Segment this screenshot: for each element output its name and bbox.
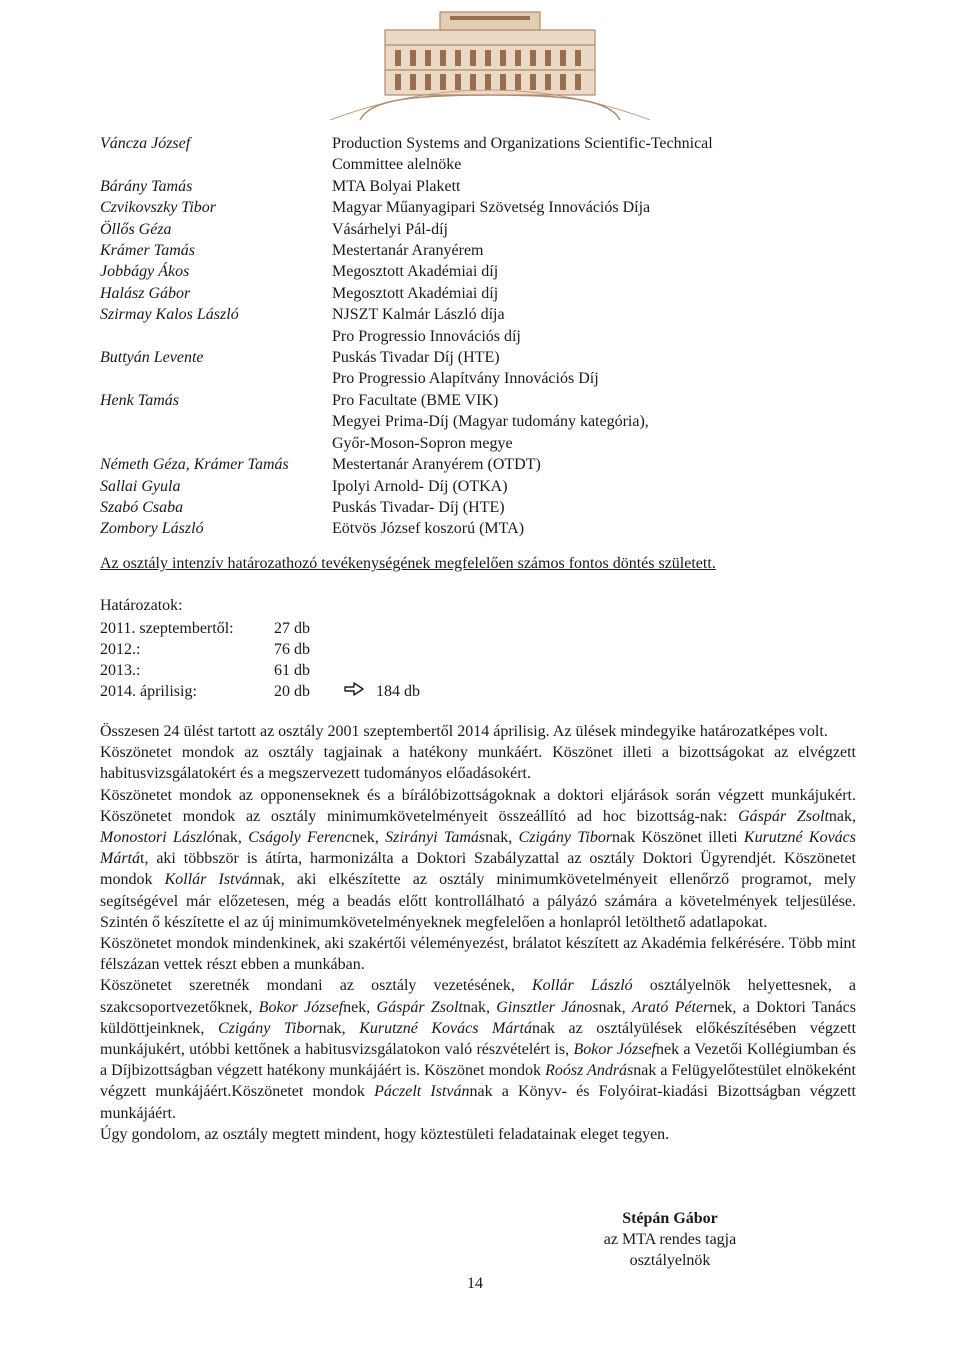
text-run: nak, [214,829,249,847]
text-run: nak, [462,998,497,1016]
text-run: nak, [828,807,856,825]
decision-row [100,618,420,639]
award-title: Mestertanár Aranyérem (OTDT) [332,456,541,474]
person-name: Bokor József [258,998,344,1016]
person-name: Arató Péter [631,998,710,1016]
decision-count: 76 db [274,641,310,658]
person-name: Kollár László [531,977,633,995]
award-title: Mestertanár Aranyérem [332,242,484,260]
awardee-name: Váncza József [100,135,191,152]
award-title: Eötvös József koszorú (MTA) [332,520,525,538]
award-title: Puskás Tivadar Díj (HTE) [332,349,500,367]
person-name: Cságoly Ferenc [248,829,352,847]
award-row [100,240,880,261]
person-name: Kurutzné Kovács Mártá [359,1019,532,1037]
award-row [100,518,880,539]
person-name: Gáspár Zsolt [738,807,829,825]
award-title: Committee alelnöke [332,156,462,174]
signer-title: az MTA rendes tagja [603,1231,737,1248]
award-row [100,326,880,347]
award-row [100,454,880,475]
award-row [100,219,880,240]
awardee-name: Öllős Géza [100,220,172,238]
decision-count: 20 db [274,683,310,700]
page-number: 14 [467,1275,483,1292]
award-row [100,261,880,282]
decision-count: 27 db [274,620,310,637]
decisions-title: Határozatok: [100,597,183,614]
award-row [100,411,880,432]
award-row [100,283,880,304]
text-run: t, aki többször is átírta, harmonizálta a Doktori Szabályzattal az osztály Doktori Ügyrendjét. Köszönetet mondok [100,850,856,889]
award-title: Puskás Tivadar- Díj (HTE) [332,498,505,516]
award-title: Production Systems and Organizations Scientific-Technical [332,135,713,152]
award-title: Megyei Prima-Díj (Magyar tudomány kategória), [332,413,649,431]
awardee-name [100,154,332,175]
text-run: osztályelnök helyettesnek, a szakcsoportvezetőknek, [100,977,856,1016]
paragraph: Összesen 24 ülést tartott az osztály 2001 szeptembertől 2014 áprilisig. Az ülések mindegyike határozatképes volt. [100,723,828,740]
decision-period: 2014. áprilisig: [100,683,197,700]
award-row [100,368,880,389]
paragraph [100,975,856,1123]
paragraph: Úgy gondolom, az osztály megtett mindent, hogy köztestületi feladatainak eleget tegyen. [100,1125,670,1143]
awardee-name: Jobbágy Ákos [100,263,190,281]
person-name: Roósz András [545,1062,634,1080]
award-title: MTA Bolyai Plakett [332,177,461,195]
person-name: Kollár István [164,871,258,889]
awardee-name [100,326,332,347]
paragraph: Köszönetet mondok mindenkinek, aki szakértői véleményezést, brálatot készített az Akadémia felkérésére. Több mint félszázan vettek részt ebben a munkában. [100,935,856,974]
awardee-name: Halász Gábor [100,284,191,302]
decision-row [100,681,420,702]
person-name: Czigány Tibor [217,1019,319,1037]
decision-period: 2011. szeptembertől: [100,620,234,637]
text-run: nak Köszönet illeti [612,829,744,847]
building-engraving-header [290,0,690,120]
award-title: Megosztott Akadémiai díj [332,263,499,281]
decisions-table [100,618,420,702]
award-row [100,347,880,368]
award-row [100,154,880,175]
hollow-right-arrow-icon [332,681,376,702]
award-title: NJSZT Kalmár László díja [332,306,505,324]
award-row [100,133,880,154]
awards-list [100,133,880,540]
summary-sentence: Az osztály intenzív határozathozó tevékenységének megfelelően számos fontos döntés született. [100,555,716,572]
awardee-name: Szirmay Kalos László [100,306,239,324]
awardee-name: Henk Tamás [100,391,179,409]
signer-role: osztályelnök [629,1252,711,1269]
person-name: Bokor József [573,1041,656,1059]
award-row [100,390,880,411]
text-run: nak a Felügyelőtestület elnökeként végzett munkájáért.Köszönetet mondok [100,1062,856,1101]
text-run: nek, a Doktori Tanács küldöttjeinknek, [100,998,857,1037]
text-run: Köszönetet szeretnék mondani az osztály vezetésének, [100,977,532,995]
decision-total: 184 db [376,683,420,700]
awardee-name: Buttyán Levente [100,349,204,367]
decision-period: 2013.: [100,662,141,679]
decision-count: 61 db [274,662,310,679]
award-row [100,476,880,497]
text-run: nek a Vezetői Kollégiumban és a Díjbizottságban végzett hatékony munkájáért is. Köszönet mondok [100,1041,857,1080]
person-name: Gáspár Zsolt [376,998,463,1016]
person-name: Ginsztler János [496,998,599,1016]
award-title: Magyar Műanyagipari Szövetség Innovációs Díja [332,199,651,217]
awardee-name: Bárány Tamás [100,177,193,195]
decision-row [100,660,420,681]
paragraph: Köszönetet mondok az osztály tagjainak a hatékony munkáért. Köszönet illeti a bizottságokat az elvégzett habitusvizsgálatokért és a megszervezett tudományos előadásokért. [100,744,856,783]
award-title: Vásárhelyi Pál-díj [332,220,448,238]
award-title: Megosztott Akadémiai díj [332,284,499,302]
decision-row [100,639,420,660]
text-run: Köszönetet mondok az opponenseknek és a bírálóbizottságoknak a doktori eljárások során végzett munkájukért. Köszönetet mondok az osztály minimumkövetelményeit összeállító ad hoc bizottság-nak: [100,786,856,825]
decision-period: 2012.: [100,641,141,658]
awardee-name: Krámer Tamás [100,242,195,260]
awardee-name: Sallai Gyula [100,477,181,495]
person-name: Páczelt István [374,1083,470,1101]
paragraph [100,785,856,933]
award-title: Ipolyi Arnold- Díj (OTKA) [332,477,508,495]
awardee-name: Szabó Csaba [100,498,184,516]
awardee-name [100,433,332,454]
awardee-name: Czvikovszky Tibor [100,199,216,217]
person-name: Czigány Tibor [518,829,613,847]
text-run: nak, [598,998,632,1016]
text-run: nak az osztályülések előkészítésében végzett munkájukért, utóbbi kettőnek a habitusvizsgálatokon való részvételért is, [100,1019,857,1059]
text-run: nak, [318,1019,360,1037]
awardee-name: Németh Géza, Krámer Tamás [100,456,289,474]
text-run: nek, [343,998,377,1016]
person-name: Szirányi Tamás [385,829,486,847]
awardee-name: Zombory László [100,520,204,538]
text-run: nak, aki elkészítette az osztály minimumkövetelményeit ellenőrző programot, mely segítségével már előzetesen, még a beadás előtt kontrollálható a pályázó számára a követelmények teljesülése. Szintén ő készítette el az új minimumkövetelményeknek megfelelően a honlapról letölthető adatlapokat. [100,871,857,931]
text-run: nek, [351,829,386,847]
award-title: Győr-Moson-Sopron megye [332,434,513,452]
award-title: Pro Facultate (BME VIK) [332,391,499,409]
text-run: nak a Könyv- és Folyóirat-kiadási Bizottságban végzett munkájáért. [100,1083,856,1122]
awardee-name [100,411,332,432]
person-name: Kurutzné Kovács Mártá [100,829,856,868]
body-text [100,721,856,1145]
text-run: nak, [485,829,519,847]
award-row [100,497,880,518]
signature-block [520,1208,820,1271]
award-title: Pro Progressio Alapítvány Innovációs Díj [332,370,599,388]
award-row [100,176,880,197]
award-row [100,197,880,218]
award-row [100,433,880,454]
award-title: Pro Progressio Innovációs díj [332,327,521,345]
person-name: Monostori László [100,829,215,847]
award-row [100,304,880,325]
awardee-name [100,368,332,389]
signer-name: Stépán Gábor [622,1210,718,1227]
